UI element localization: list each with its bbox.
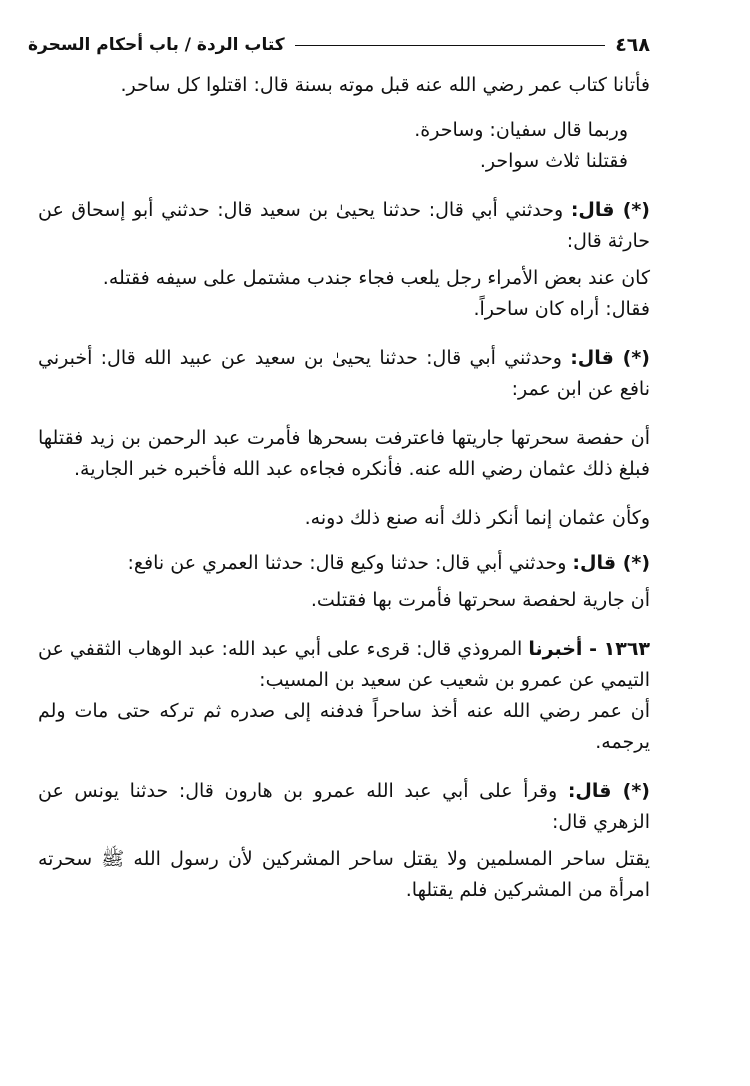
narration-paragraph	[38, 548, 650, 579]
paragraph	[38, 70, 650, 101]
page-number: ٤٦٨	[615, 34, 650, 56]
paragraph-text: المروذي قال: قرىء على أبي عبد الله: عبد الوهاب الثقفي عن التيمي عن عمرو بن شعيب عن سعيد بن المسيب:	[38, 638, 650, 691]
page-header	[28, 30, 650, 60]
header-rule	[295, 45, 606, 46]
paragraph	[38, 294, 650, 325]
paragraph	[38, 423, 650, 485]
hadith-number: ١٣٦٣ - أخبرنا	[528, 638, 651, 660]
narration-marker: (*) قال:	[570, 347, 650, 369]
paragraph-text: وحدثني أبي قال: حدثنا يحيىٰ بن سعيد قال: حدثني أبو إسحاق عن حارثة قال:	[38, 199, 650, 252]
paragraph-text: أن حفصة سحرتها جاريتها فاعترفت بسحرها فأمرت عبد الرحمن بن زيد فقتلها فبلغ ذلك عثمان رضي الله عنه. فأنكره فجاءه عبد الله فأخبره خبر الجارية.	[38, 427, 650, 480]
narration-paragraph	[38, 343, 650, 405]
paragraph	[38, 696, 650, 758]
narration-marker: (*) قال:	[567, 780, 650, 802]
narration-marker: (*) قال:	[570, 199, 650, 221]
paragraph	[38, 585, 650, 616]
paragraph-text: وقرأ على أبي عبد الله عمرو بن هارون قال: حدثنا يونس عن الزهري قال:	[38, 780, 650, 833]
paragraph-text: فقال: أراه كان ساحراً.	[473, 298, 650, 320]
paragraph	[38, 146, 650, 177]
narration-marker: (*) قال:	[572, 552, 650, 574]
paragraph-text: وكأن عثمان إنما أنكر ذلك أنه صنع ذلك دونه.	[304, 507, 650, 529]
paragraph-text: وربما قال سفيان: وساحرة.	[414, 119, 628, 141]
paragraph	[38, 115, 650, 146]
paragraph-text: وحدثني أبي قال: حدثنا وكيع قال: حدثنا العمري عن نافع:	[127, 552, 567, 574]
paragraph	[38, 844, 650, 906]
paragraph-text: وحدثني أبي قال: حدثنا يحيىٰ بن سعيد عن عبيد الله قال: أخبرني نافع عن ابن عمر:	[38, 347, 650, 400]
paragraph-text: فأتانا كتاب عمر رضي الله عنه قبل موته بسنة قال: اقتلوا كل ساحر.	[120, 74, 650, 96]
paragraph	[38, 503, 650, 534]
narration-paragraph	[38, 195, 650, 257]
narration-paragraph	[38, 776, 650, 838]
paragraph-text: كان عند بعض الأمراء رجل يلعب فجاء جندب مشتمل على سيفه فقتله.	[102, 267, 650, 289]
paragraph-text: أن جارية لحفصة سحرتها فأمرت بها فقتلت.	[310, 589, 650, 611]
paragraph-text: أن عمر رضي الله عنه أخذ ساحراً فدفنه إلى صدره ثم تركه حتى مات ولم يرجمه.	[38, 700, 650, 753]
paragraph-text: فقتلنا ثلاث سواحر.	[479, 150, 628, 172]
paragraph-text: يقتل ساحر المسلمين ولا يقتل ساحر المشركين لأن رسول الله ﷺ سحرته امرأة من المشركين فلم يقتلها.	[38, 848, 650, 901]
hadith-paragraph	[38, 634, 650, 696]
page-body	[38, 70, 650, 906]
paragraph	[38, 263, 650, 294]
running-title: كتاب الردة / باب أحكام السحرة	[28, 35, 285, 55]
